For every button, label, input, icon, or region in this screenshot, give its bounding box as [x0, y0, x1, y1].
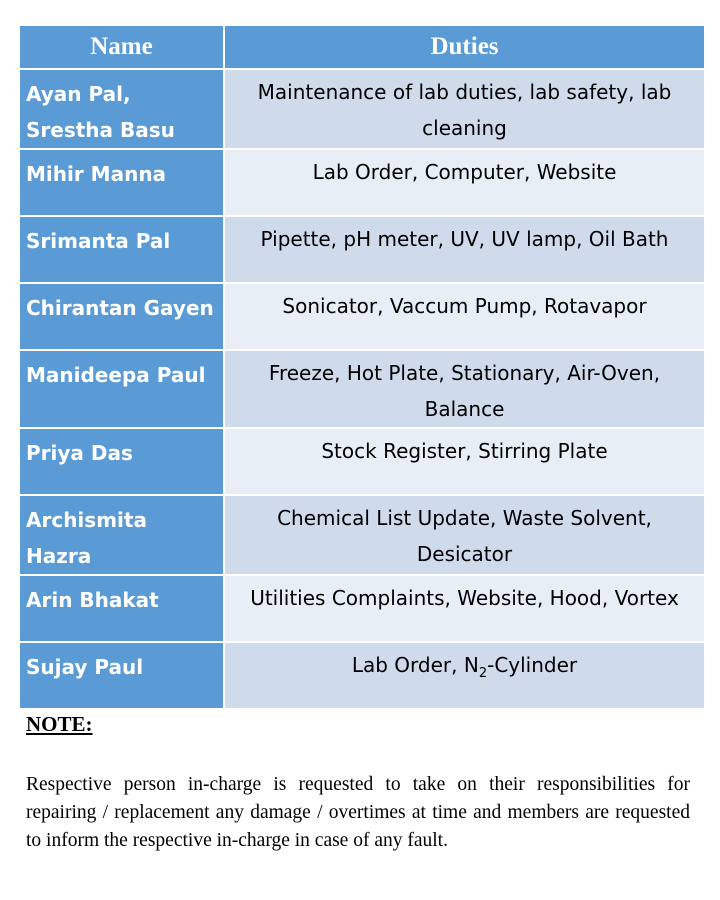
member-name: Mihir Manna	[19, 149, 224, 216]
member-duties: Sonicator, Vaccum Pump, Rotavapor	[224, 283, 705, 350]
member-duties: Maintenance of lab duties, lab safety, lab cleaning	[224, 69, 705, 149]
table-row	[19, 495, 705, 575]
member-duties: Lab Order, Computer, Website	[224, 149, 705, 216]
duties-text-suffix: -Cylinder	[487, 653, 578, 677]
member-duties: Freeze, Hot Plate, Stationary, Air-Oven, Balance	[224, 350, 705, 428]
table-row	[19, 575, 705, 642]
table-header-row	[19, 25, 705, 69]
note-body: Respective person in-charge is requested to take on their responsibilities for repairing / replacement any damage / overtimes at time and members are requested to inform the respective in-charge in case of any fault.	[26, 774, 690, 851]
table-row	[19, 642, 705, 709]
member-name: Manideepa Paul	[19, 350, 224, 428]
duties-subscript: 2	[478, 666, 488, 681]
duties-table	[18, 24, 706, 710]
member-name: Arin Bhakat	[19, 575, 224, 642]
column-header-duties: Duties	[224, 25, 705, 69]
member-name: Srimanta Pal	[19, 216, 224, 283]
member-duties: Chemical List Update, Waste Solvent, Desicator	[224, 495, 705, 575]
table-row	[19, 216, 705, 283]
duties-text-prefix: Lab Order, N	[351, 653, 479, 677]
table-row	[19, 69, 705, 149]
column-header-name: Name	[19, 25, 224, 69]
member-duties: Stock Register, Stirring Plate	[224, 428, 705, 495]
table-row	[19, 350, 705, 428]
member-name: Archismita Hazra	[19, 495, 224, 575]
member-name: Priya Das	[19, 428, 224, 495]
note-section	[26, 712, 690, 855]
table-row	[19, 283, 705, 350]
table-row	[19, 149, 705, 216]
table-row	[19, 428, 705, 495]
member-duties: Pipette, pH meter, UV, UV lamp, Oil Bath	[224, 216, 705, 283]
member-name: Sujay Paul	[19, 642, 224, 709]
member-duties	[224, 642, 705, 709]
note-heading: NOTE:	[26, 712, 93, 736]
member-name: Ayan Pal, Srestha Basu	[19, 69, 224, 149]
member-duties: Utilities Complaints, Website, Hood, Vortex	[224, 575, 705, 642]
member-name: Chirantan Gayen	[19, 283, 224, 350]
